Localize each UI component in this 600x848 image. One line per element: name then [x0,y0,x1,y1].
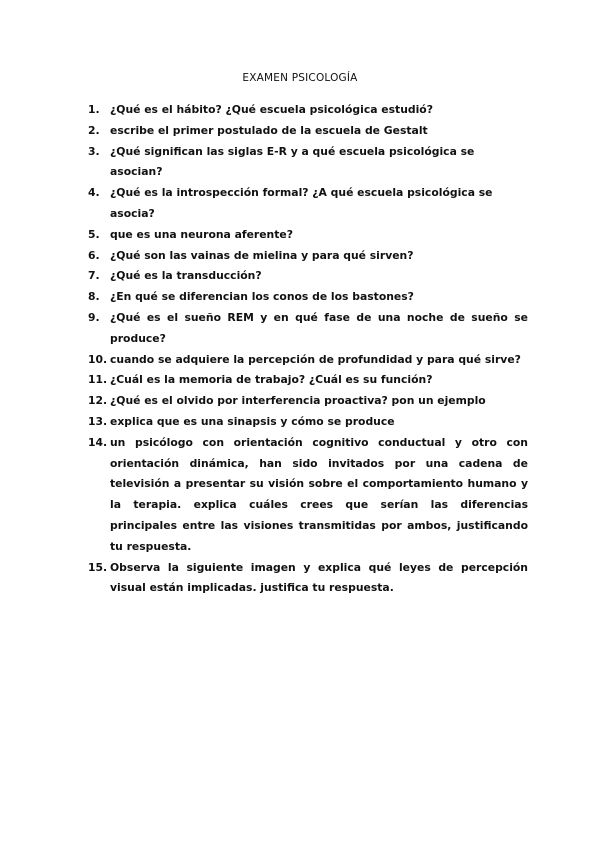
question-item [88,246,528,267]
question-item [88,121,528,142]
question-item [88,391,528,412]
question-number: 5. [88,227,100,241]
question-number: 6. [88,248,100,262]
question-item [88,100,528,121]
question-text: un psicólogo con orientación cognitivo conductual y otro con orientación dinámica, han sido invitados por una cadena de televisión a presentar su visión sobre el comportamiento humano y la terapia. explica cuáles crees que serían las diferencias principales entre las visiones transmitidas por ambos, justificando tu respuesta. [110,435,528,553]
question-number: 14. [88,435,108,449]
question-item [88,433,528,558]
question-item [88,225,528,246]
question-text: ¿Cuál es la memoria de trabajo? ¿Cuál es su función? [110,373,433,387]
question-text: ¿Qué son las vainas de mielina y para qué sirven? [110,248,414,262]
question-number: 4. [88,186,100,200]
question-text: ¿Qué es la transducción? [110,269,262,283]
question-item [88,266,528,287]
question-text: cuando se adquiere la percepción de profundidad y para qué sirve? [110,352,521,366]
question-text: que es una neurona aferente? [110,227,293,241]
question-number: 2. [88,123,100,137]
question-item [88,308,528,350]
question-number: 11. [88,373,108,387]
question-item [88,183,528,225]
question-number: 13. [88,414,108,428]
question-item [88,350,528,371]
question-text: escribe el primer postulado de la escuela de Gestalt [110,123,428,137]
question-number: 3. [88,144,100,158]
question-list [88,100,528,599]
exam-title: EXAMEN PSICOLOGÍA [242,72,358,84]
question-number: 1. [88,103,100,116]
question-number: 15. [88,560,108,574]
question-number: 9. [88,310,100,324]
question-text: ¿En qué se diferencian los conos de los bastones? [110,290,414,304]
question-text: Observa la siguiente imagen y explica qué leyes de percepción visual están implicadas. justifica tu respuesta. [110,560,528,595]
question-number: 8. [88,290,100,304]
question-item [88,142,528,184]
question-text: ¿Qué es el olvido por interferencia proactiva? pon un ejemplo [110,394,486,408]
question-item [88,558,528,600]
question-text: ¿Qué es el sueño REM y en qué fase de una noche de sueño se produce? [110,310,528,345]
question-number: 12. [88,394,108,408]
question-number: 7. [88,269,100,283]
question-text: ¿Qué significan las siglas E-R y a qué escuela psicológica se asocian? [110,144,475,179]
question-number: 10. [88,352,108,366]
question-item [88,370,528,391]
question-text: ¿Qué es la introspección formal? ¿A qué escuela psicológica se asocia? [110,186,493,220]
question-text: explica que es una sinapsis y cómo se produce [110,414,395,428]
question-item [88,287,528,308]
question-text: ¿Qué es el hábito? ¿Qué escuela psicológica estudió? [110,103,433,116]
question-item [88,412,528,433]
